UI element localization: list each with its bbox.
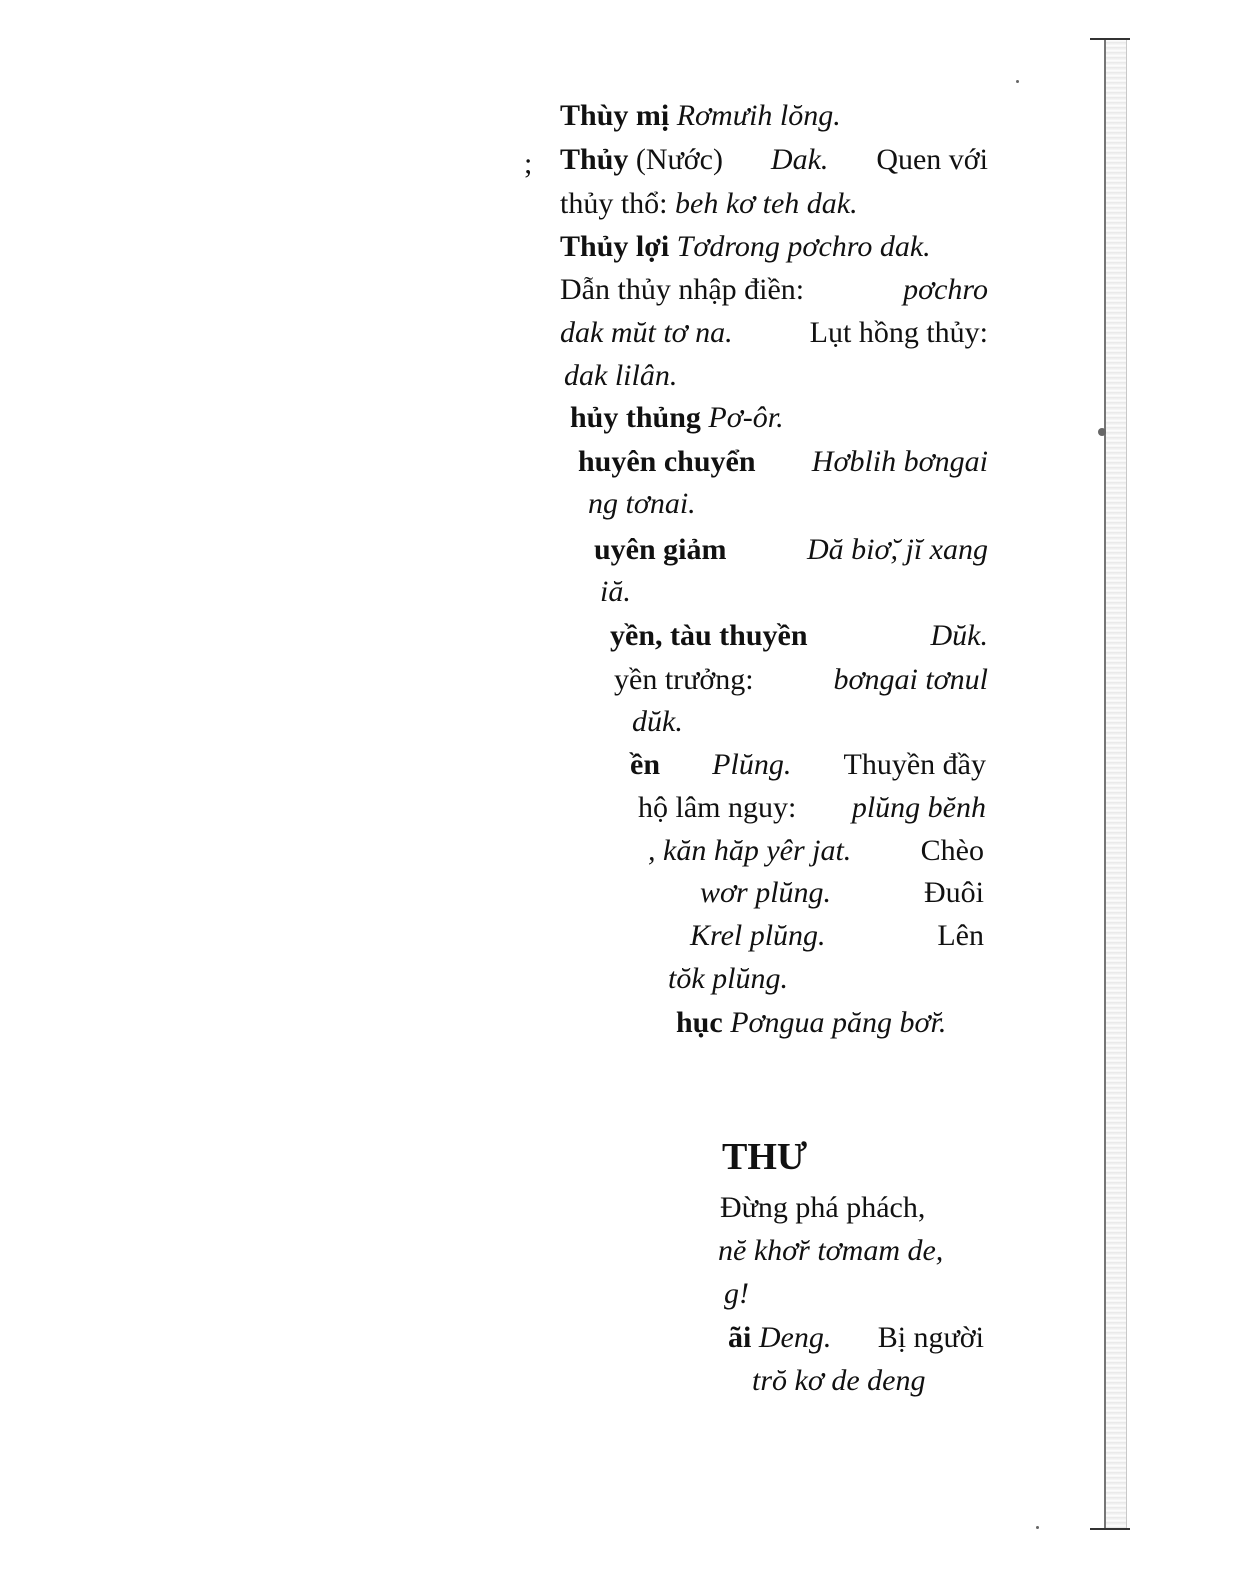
- entry-thuy-loi-line-4: [564, 356, 677, 396]
- example-translation: dak mŭt tơ na.: [560, 316, 733, 349]
- entry-thuc: [676, 1003, 946, 1043]
- example-text: Chèo: [920, 834, 984, 867]
- entry-thuyen-chuyen-line-2: [588, 484, 696, 524]
- example-translation: dak lilân.: [564, 359, 678, 392]
- headword: ãi: [728, 1321, 759, 1354]
- entry-thuyen-line-4: [700, 873, 984, 913]
- definition: Dŭk.: [930, 619, 988, 652]
- entry-thuyen-line-6: [668, 959, 788, 999]
- headword: uyên giảm: [594, 533, 727, 566]
- entry-thuyen-line-1: [630, 745, 986, 785]
- entry-thuyen-giam-line-1: [594, 530, 988, 570]
- entry-thuy-line-1: [560, 140, 988, 180]
- entry-thuy-loi-line-1: [560, 227, 931, 267]
- definition: Pơ-ôr.: [708, 401, 784, 434]
- example-translation: plŭng bĕnh: [851, 791, 986, 824]
- example-text: Đuôi: [924, 876, 984, 909]
- example-text: Bị người: [877, 1321, 984, 1354]
- example-translation: trŏ kơ de deng: [752, 1364, 926, 1397]
- definition: Rơmưih lŏng.: [676, 99, 841, 132]
- headword: Thùy mị: [560, 99, 677, 132]
- entry-thuyen-tau-line-2: [614, 660, 988, 700]
- definition: Dă biơ̆, jĭ xang: [807, 533, 988, 566]
- definition: Dak.: [770, 143, 829, 176]
- spine-bottom-edge: [1090, 1528, 1130, 1530]
- example-translation: dŭk.: [632, 705, 683, 738]
- book-spine-edge: [1104, 38, 1127, 1530]
- definition: Plŭng.: [712, 748, 792, 781]
- definition: Deng.: [758, 1321, 832, 1354]
- example-text: Thuyền đầy: [843, 748, 986, 781]
- example-text: Dẫn thủy nhập điền:: [560, 273, 805, 306]
- section-heading: THƯ: [722, 1136, 808, 1178]
- entry-thuy-mi: [560, 96, 841, 136]
- entry-thuyen-line-3: [648, 831, 984, 871]
- definition: Pơngua păng bơ̆r.: [730, 1006, 947, 1039]
- example-translation: Krel plŭng.: [690, 919, 826, 952]
- margin-mark: ;: [524, 147, 533, 180]
- section-line-4: [728, 1318, 984, 1358]
- example-translation: tŏk plŭng.: [668, 962, 788, 995]
- entry-thuyen-tau-line-3: [632, 702, 683, 742]
- entry-thuyen-tau-line-1: [610, 616, 988, 656]
- example-text: Quen với: [876, 143, 988, 176]
- spine-top-edge: [1090, 38, 1130, 40]
- example-translation: pơchro: [903, 273, 988, 306]
- example-translation: bơngai tơnul: [833, 663, 988, 696]
- entry-thuy-line-2: [560, 184, 858, 224]
- example-translation: wơr plŭng.: [700, 876, 832, 909]
- example-text: thủy thổ:: [560, 187, 676, 220]
- headword: Thủy lợi: [560, 230, 677, 263]
- section-line-3: [724, 1274, 749, 1314]
- entry-thuyen-chuyen-line-1: [578, 442, 988, 482]
- definition: Tơdrong pơchro dak.: [676, 230, 931, 263]
- spine-blemish: [1098, 428, 1106, 436]
- definition: Hơblih bơngai: [811, 445, 988, 478]
- definition: ng tơnai.: [588, 487, 696, 520]
- entry-thuy-thung: [570, 398, 784, 438]
- example-text: yền trưởng:: [614, 663, 754, 696]
- example-text: hộ lâm nguy:: [638, 791, 797, 824]
- section-line-1: [720, 1188, 984, 1228]
- entry-thuy-loi-line-3: [560, 313, 988, 353]
- gloss: (Nước): [635, 143, 723, 176]
- headword: yền, tàu thuyền: [610, 619, 808, 652]
- example-translation: , kăn hăp yêr jat.: [648, 834, 852, 867]
- example-text: Lụt hồng thủy:: [809, 316, 988, 349]
- example-translation: nĕ khơ̆r tơmam de,: [718, 1234, 944, 1267]
- scan-speck: [1036, 1526, 1039, 1529]
- example-text: Đừng phá phách,: [720, 1191, 926, 1224]
- headword: huyên chuyển: [578, 445, 756, 478]
- entry-thuyen-line-5: [690, 916, 984, 956]
- entry-thuyen-line-2: [638, 788, 986, 828]
- example-text: Lên: [937, 919, 984, 952]
- example-translation: g!: [724, 1277, 749, 1310]
- headword: Thủy: [560, 143, 636, 176]
- section-line-5: [752, 1361, 982, 1401]
- headword: ền: [630, 748, 660, 781]
- entry-thuy-loi-line-2: [560, 270, 988, 310]
- definition: iă.: [600, 575, 631, 608]
- example-translation: beh kơ teh dak.: [675, 187, 858, 220]
- scan-speck: [1016, 80, 1019, 83]
- entry-thuyen-giam-line-2: [600, 572, 631, 612]
- headword: hủy thủng: [570, 401, 709, 434]
- section-line-2: [718, 1231, 943, 1271]
- headword: hục: [676, 1006, 731, 1039]
